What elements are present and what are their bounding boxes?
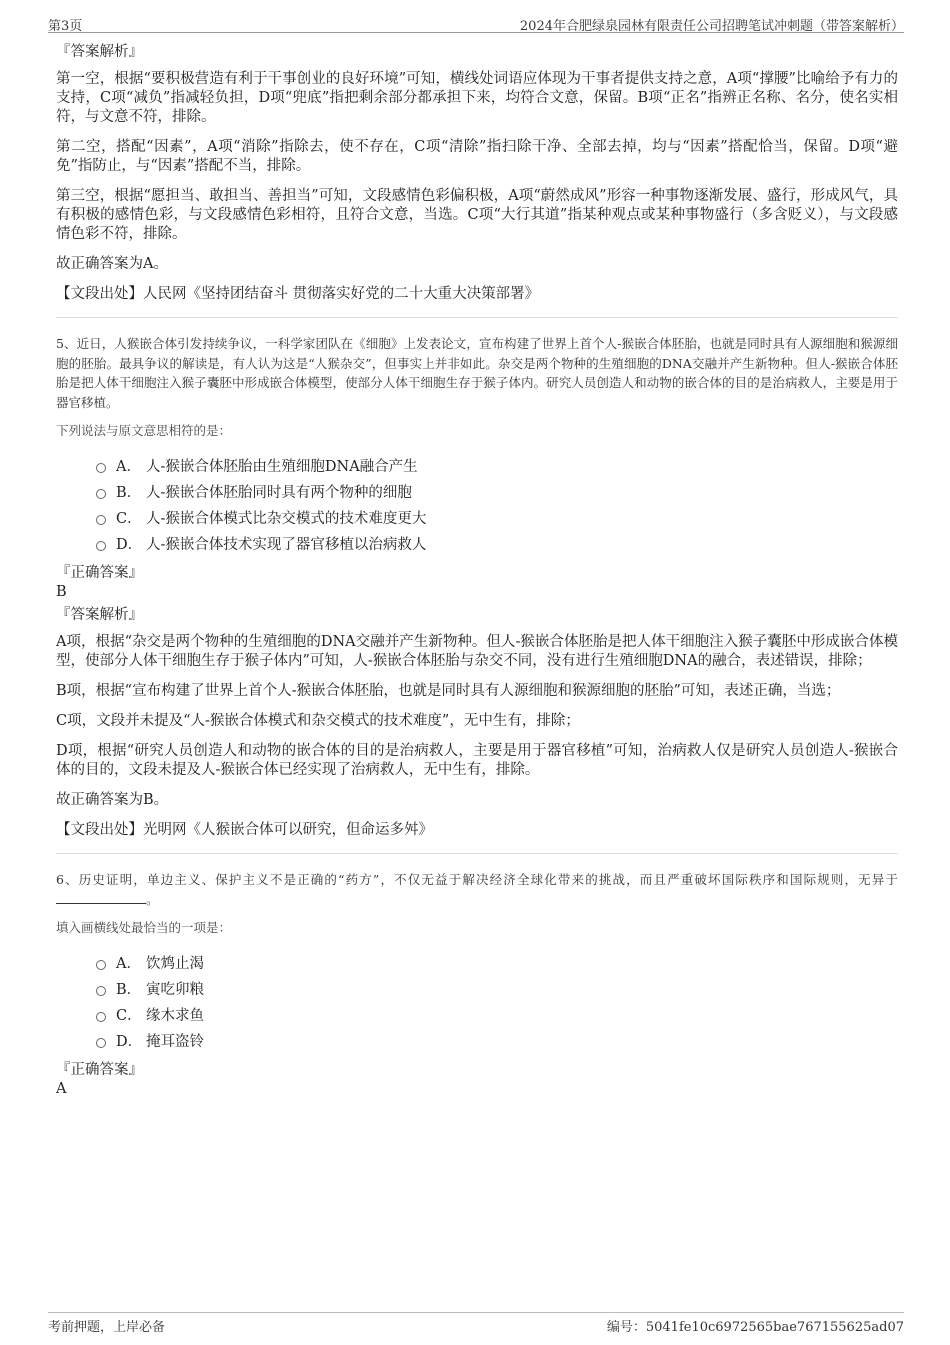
divider (56, 317, 898, 318)
option-text: 寅吃卯粮 (146, 982, 204, 998)
option-letter: D． (116, 537, 143, 553)
radio-icon[interactable] (96, 515, 106, 525)
option-letter: B． (116, 485, 142, 501)
option-text: 人-猴嵌合体胚胎由生殖细胞DNA融合产生 (146, 459, 418, 475)
option-letter: D． (116, 1034, 143, 1050)
q5-answer: B (56, 584, 67, 600)
q5-analysis-paragraph: B项，根据“宣布构建了世界上首个人-猴嵌合体胚胎，也就是同时具有人源细胞和猴源细胞的胚胎”可知，表述正确，当选； (56, 683, 841, 699)
q6-options (56, 951, 898, 1055)
q5-option-d[interactable] (96, 532, 898, 558)
option-text: 缘木求鱼 (146, 1008, 204, 1024)
page-header (48, 12, 904, 33)
q5-prompt: 下列说法与原文意思相符的是： (56, 423, 232, 438)
divider (56, 853, 898, 854)
option-text: 人-猴嵌合体技术实现了器官移植以治病救人 (146, 537, 427, 553)
q5-answer-label: 『正确答案』 (56, 565, 143, 581)
q5-option-b[interactable] (96, 480, 898, 506)
q5-analysis-paragraph: C项，文段并未提及“人-猴嵌合体模式和杂交模式的技术难度”，无中生有，排除； (56, 713, 580, 729)
q6-text-end: 。 (146, 891, 159, 907)
document-title: 2024年合肥绿泉园林有限责任公司招聘笔试冲刺题（带答案解析） (519, 19, 904, 34)
document-code: 编号：5041fe10c6972565bae767155625ad07 (606, 1320, 904, 1335)
q5-analysis-label: 『答案解析』 (56, 607, 143, 623)
q5-conclusion: 故正确答案为B。 (56, 792, 169, 808)
option-letter: C． (116, 1008, 142, 1024)
q5-option-c[interactable] (96, 506, 898, 532)
q6-prompt: 填入画横线处最恰当的一项是： (56, 920, 232, 935)
radio-icon[interactable] (96, 1038, 106, 1048)
q4-analysis-paragraph: 第三空，根据“愿担当、敢担当、善担当”可知，文段感情色彩偏积极，A项“蔚然成风”形容一种事物逐渐发展、盛行，形成风气，具有积极的感情色彩，与文段感情色彩相符，且符合文意，当选。C项“大行其道”指某种观点或某种事物盛行（多含贬义），与文段感情色彩不符，排除。 (56, 188, 898, 242)
q4-analysis-paragraph: 第一空，根据“要积极营造有利于干事创业的良好环境”可知，横线处词语应体现为干事者提供支持之意，A项“撑腰”比喻给予有力的支持，C项“减负”指减轻负担，D项“兜底”指把剩余部分都承担下来，均符合文意，保留。B项“正名”指辨正名称、名分，使名实相符，与文意不符，排除。 (56, 71, 898, 125)
radio-icon[interactable] (96, 960, 106, 970)
radio-icon[interactable] (96, 489, 106, 499)
radio-icon[interactable] (96, 986, 106, 996)
page-footer (48, 1312, 904, 1335)
radio-icon[interactable] (96, 541, 106, 551)
q5-question-text: 5、近日，人猴嵌合体引发持续争议，一科学家团队在《细胞》上发表论文，宣布构建了世界上首个人-猴嵌合体胚胎，也就是同时具有人源细胞和猴源细胞的胚胎。最具争议的解读是，有人认为这是“人猴杂交”，但事实上并非如此。杂交是两个物种的生殖细胞的DNA交融并产生新物种。但人-猴嵌合体胚胎是把人体干细胞注入猴子囊胚中形成嵌合体模型，使部分人体干细胞生存于猴子体内。研究人员创造人和动物的嵌合体的目的是治病救人，主要是用于器官移植。 (56, 336, 898, 410)
radio-icon[interactable] (96, 1012, 106, 1022)
q6-answer: A (56, 1081, 67, 1097)
radio-icon[interactable] (96, 463, 106, 473)
q5-option-a[interactable] (96, 454, 898, 480)
q6-option-d[interactable] (96, 1029, 898, 1055)
footer-slogan: 考前押题，上岸必备 (48, 1320, 166, 1335)
fill-blank (56, 893, 146, 904)
q4-analysis-label: 『答案解析』 (56, 44, 143, 60)
option-letter: C． (116, 511, 142, 527)
q6-text: 6、历史证明，单边主义、保护主义不是正确的“药方”，不仅无益于解决经济全球化带来的挑战，而且严重破坏国际秩序和国际规则，无异于 (56, 872, 898, 887)
option-letter: B． (116, 982, 142, 998)
q6-option-a[interactable] (96, 951, 898, 977)
q5-analysis-paragraph: A项，根据“杂交是两个物种的生殖细胞的DNA交融并产生新物种。但人-猴嵌合体胚胎是把人体干细胞注入猴子囊胚中形成嵌合体模型，使部分人体干细胞生存于猴子体内”可知，人-猴嵌合体胚胎与杂交不同，没有进行生殖细胞DNA的融合，表述错误，排除； (56, 634, 898, 669)
q4-conclusion: 故正确答案为A。 (56, 256, 168, 272)
q4-analysis-paragraph: 第二空，搭配“因素”，A项“消除”指除去，使不存在，C项“清除”指扫除干净、全部去掉，均与“因素”搭配恰当，保留。D项“避免”指防止，与“因素”搭配不当，排除。 (56, 139, 898, 174)
q4-source: 【文段出处】人民网《坚持团结奋斗 贯彻落实好党的二十大重大决策部署》 (56, 286, 540, 302)
q6-option-b[interactable] (96, 977, 898, 1003)
q6-question-text (56, 870, 898, 909)
q5-options (56, 454, 898, 558)
option-letter: A． (116, 459, 141, 475)
q6-answer-label: 『正确答案』 (56, 1062, 143, 1078)
q5-source: 【文段出处】光明网《人猴嵌合体可以研究，但命运多舛》 (56, 822, 433, 838)
option-text: 人-猴嵌合体模式比杂交模式的技术难度更大 (146, 511, 427, 527)
page-number: 第3页 (48, 19, 83, 34)
q5-analysis-paragraph: D项，根据“研究人员创造人和动物的嵌合体的目的是治病救人，主要是用于器官移植”可知，治病救人仅是研究人员创造人-猴嵌合体的目的，文段未提及人-猴嵌合体已经实现了治病救人，无中生有，排除。 (56, 743, 898, 778)
option-text: 人-猴嵌合体胚胎同时具有两个物种的细胞 (146, 485, 412, 501)
q6-option-c[interactable] (96, 1003, 898, 1029)
option-letter: A． (116, 956, 141, 972)
page-content (56, 43, 898, 1101)
option-text: 饮鸩止渴 (146, 956, 204, 972)
option-text: 掩耳盗铃 (146, 1034, 204, 1050)
